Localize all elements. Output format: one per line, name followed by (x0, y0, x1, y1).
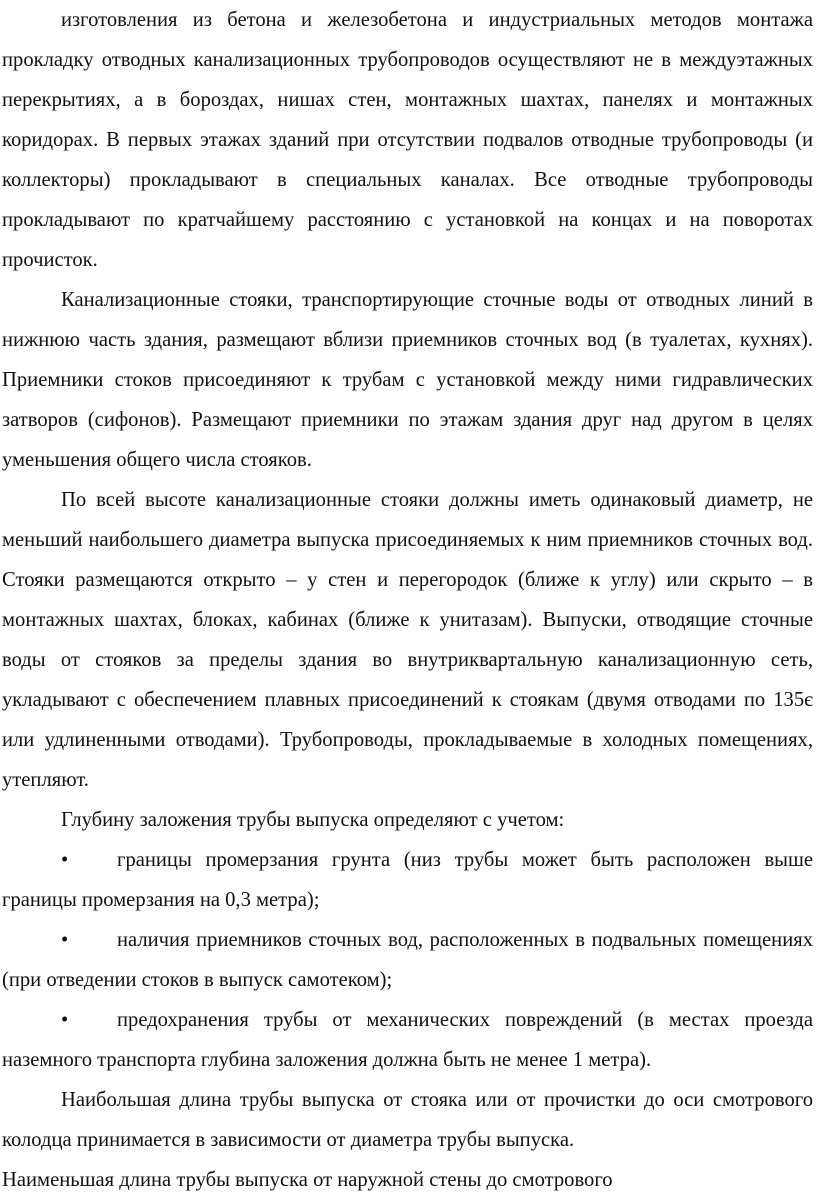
bullet-item-1 (2, 840, 813, 920)
paragraph-5: Наибольшая длина трубы выпуска от стояка или от прочистки до оси смотрового колодца принимается в зависимости от диаметра трубы выпуска. (2, 1089, 813, 1151)
bullet-item-3 (2, 1000, 813, 1080)
paragraph-1: изготовления из бетона и железобетона и индустриальных методов монтажа прокладку отводных канализационных трубопроводов осуществляют не в междуэтажных перекрытиях, а в бороздах, нишах стен, монтажных шахтах, панелях и монтажных коридорах. В первых этажах зданий при отсутствии подвалов отводные трубопроводы (и коллекторы) прокладывают в специальных каналах. Все отводные трубопроводы прокладывают по кратчайшему расстоянию с установкой на концах и на поворотах прочисток. (2, 9, 813, 271)
paragraph-4: Глубину заложения трубы выпуска определяют с учетом: (61, 809, 565, 831)
bullet-item-2 (2, 920, 813, 1000)
bullet-text: предохранения трубы от механических повреждений (в местах проезда наземного транспорта глубина заложения должна быть не менее 1 метра). (2, 1009, 813, 1071)
bullet-symbol: • (61, 849, 69, 871)
bullet-text: границы промерзания грунта (низ трубы может быть расположен выше границы промерзания на 0,3 метра); (2, 849, 813, 911)
paragraph-3: По всей высоте канализационные стояки должны иметь одинаковый диаметр, не меньший наибольшего диаметра выпуска присоединяемых к ним приемников сточных вод. Стояки размещаются открыто – у стен и перегородок (ближе к углу) или скрыто – в монтажных шахтах, блоках, кабинах (ближе к унитазам). Выпуски, отводящие сточные воды от стояков за пределы здания во внутриквартальную канализационную сеть, укладывают с обеспечением плавных присоединений к стоякам (двумя отводами по 135є или удлиненными отводами). Трубопроводы, прокладываемые в холодных помещениях, утепляют. (2, 489, 813, 791)
bullet-symbol: • (61, 929, 69, 951)
paragraph-2: Канализационные стояки, транспортирующие сточные воды от отводных линий в нижнюю часть здания, размещают вблизи приемников сточных вод (в туалетах, кухнях). Приемники стоков присоединяют к трубам с установкой между ними гидравлических затворов (сифонов). Размещают приемники по этажам здания друг над другом в целях уменьшения общего числа стояков. (2, 289, 813, 471)
bullet-symbol: • (61, 1009, 69, 1031)
paragraph-6: Наименьшая длина трубы выпуска от наружной стены до смотрового (2, 1169, 613, 1191)
bullet-text: наличия приемников сточных вод, расположенных в подвальных помещениях (при отведении стоков в выпуск самотеком); (2, 929, 813, 991)
